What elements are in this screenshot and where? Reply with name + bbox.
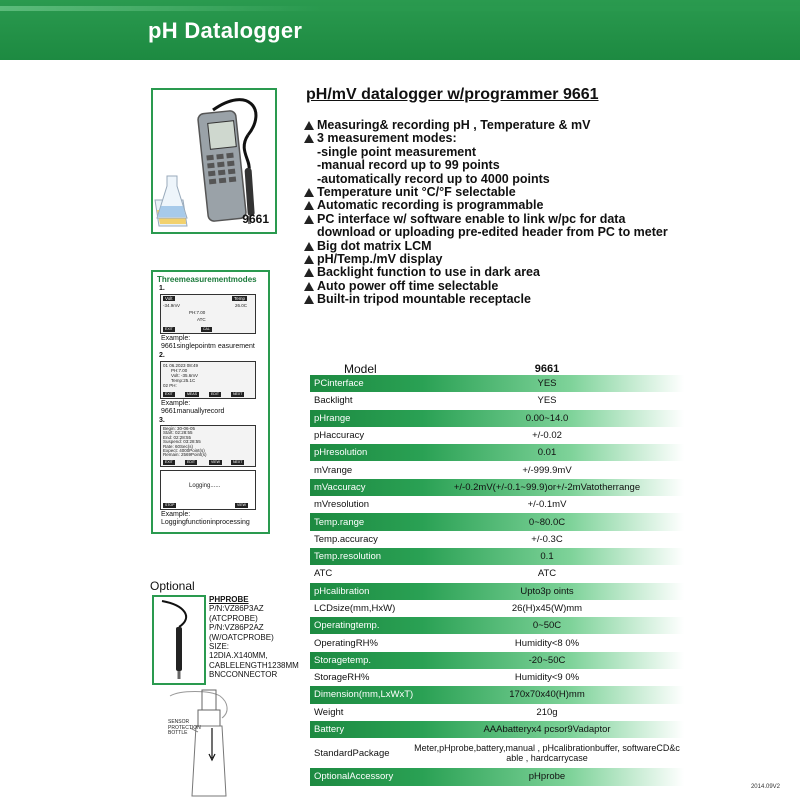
feature-item bbox=[302, 240, 672, 253]
feature-text: -single point measurement bbox=[317, 144, 477, 159]
spec-row bbox=[310, 375, 684, 392]
header-banner bbox=[0, 0, 800, 60]
feature-text: Automatic recording is programmable bbox=[317, 198, 544, 213]
lcd-value: Rate: 60Sec(s) bbox=[163, 443, 194, 449]
lcd-softkey: MEAS bbox=[187, 392, 197, 396]
example-label: Example: bbox=[161, 335, 191, 342]
measurement-modes-panel bbox=[151, 270, 270, 534]
example-label: Example: bbox=[161, 400, 191, 407]
modes-title: Threemeasurementmodes bbox=[157, 275, 257, 284]
mode-2-example bbox=[161, 400, 224, 416]
feature-text: 3 measurement modes: bbox=[317, 131, 457, 146]
spec-value: 0.1 bbox=[540, 551, 554, 563]
mode-2-lcd bbox=[160, 361, 256, 399]
spec-value: ATC bbox=[537, 568, 557, 580]
spec-key: OperatingRH% bbox=[314, 637, 378, 649]
spec-row bbox=[310, 704, 684, 721]
spec-row bbox=[310, 531, 684, 548]
example-label: Example: bbox=[161, 511, 191, 518]
spec-header-key: Model bbox=[344, 361, 377, 376]
spec-row bbox=[310, 513, 684, 530]
bullet-triangle-icon bbox=[304, 295, 314, 304]
spec-key: pHcalibration bbox=[314, 585, 370, 597]
spec-key: Temp.range bbox=[314, 516, 365, 528]
spec-row bbox=[310, 479, 684, 496]
bullet-triangle-icon bbox=[304, 268, 314, 277]
feature-list bbox=[302, 119, 672, 307]
probe-illustration bbox=[154, 597, 204, 683]
mode-2-number: 2. bbox=[159, 352, 165, 359]
product-title: pH/mV datalogger w/programmer 9661 bbox=[306, 86, 599, 103]
spec-key: StandardPackage bbox=[314, 747, 390, 759]
spec-value: +/-0.2mV(+/-0.1~99.9)or+/-2mVatotherrange bbox=[453, 481, 641, 493]
spec-value: 170x70x40(H)mm bbox=[509, 689, 585, 701]
lcd-logging-text: Logging...... bbox=[189, 483, 221, 489]
spec-key: pHaccuracy bbox=[314, 430, 365, 442]
spec-value: +/-999.9mV bbox=[522, 464, 572, 476]
spec-row bbox=[310, 583, 684, 600]
spec-value: Humidity<8 0% bbox=[514, 637, 580, 649]
mode-1-number: 1. bbox=[159, 285, 165, 292]
spec-key: pHresolution bbox=[314, 447, 368, 459]
bullet-triangle-icon bbox=[304, 188, 314, 197]
lcd-softkey: EXIT bbox=[165, 392, 173, 396]
spec-value: Humidity<9 0% bbox=[514, 672, 580, 684]
spec-header-row bbox=[310, 362, 684, 375]
lcd-softkey: EXIT bbox=[165, 460, 173, 464]
spec-value: 0.01 bbox=[537, 447, 557, 459]
lcd-value: PH:7.00 bbox=[171, 368, 188, 373]
spec-row bbox=[310, 738, 684, 768]
mode-3-number: 3. bbox=[159, 417, 165, 424]
lcd-softkey: VIEW bbox=[211, 460, 220, 464]
lcd-value: -34.9mV bbox=[163, 303, 181, 308]
feature-text: Built-in tripod mountable receptacle bbox=[317, 292, 531, 307]
feature-item bbox=[302, 132, 672, 145]
page-title: pH Datalogger bbox=[148, 18, 303, 43]
spec-row bbox=[310, 496, 684, 513]
spec-value: 0.00~14.0 bbox=[525, 412, 569, 424]
probe-spec-line: SIZE: bbox=[209, 642, 230, 652]
spec-value: 26(H)x45(W)mm bbox=[511, 603, 583, 614]
lcd-softkey: EXIT bbox=[165, 327, 173, 331]
lcd-value: Start: 02:28:55 bbox=[163, 430, 193, 436]
probe-spec-line: P/N:VZ86P2AZ bbox=[209, 623, 264, 633]
lcd-softkey: NEXT bbox=[233, 392, 243, 396]
spec-key: mVresolution bbox=[314, 499, 370, 511]
lcd-value: Expect: 4000Point(s) bbox=[163, 448, 205, 454]
probe-spec-line: (ATCPROBE) bbox=[209, 613, 258, 623]
spec-value: 0~80.0C bbox=[528, 516, 566, 528]
spec-value: AAAbatteryx4 pcsor9Vadaptor bbox=[483, 724, 611, 736]
spec-value: +/-0.3C bbox=[531, 533, 563, 545]
lcd-softkey: EDIT bbox=[211, 392, 219, 396]
lcd-value: Remain: 2569Point(s) bbox=[163, 452, 207, 458]
probe-spec-line: PHPROBE bbox=[209, 595, 249, 604]
probe-spec-line: CABLELENGTH1238MM bbox=[209, 660, 299, 670]
spec-value: +/-0.1mV bbox=[527, 499, 567, 511]
bullet-triangle-icon bbox=[304, 121, 314, 130]
lcd-softkey: NEXT bbox=[233, 460, 243, 464]
spec-value: -20~50C bbox=[528, 654, 566, 666]
mode-1-example bbox=[161, 335, 255, 351]
spec-value: YES bbox=[537, 378, 557, 390]
feature-text: Measuring& recording pH , Temperature & mV bbox=[317, 118, 591, 132]
spec-row bbox=[310, 721, 684, 738]
lcd-value: ATC bbox=[197, 317, 206, 322]
spec-row bbox=[310, 444, 684, 461]
spec-row bbox=[310, 410, 684, 427]
sensor-protection-label bbox=[168, 720, 201, 737]
spec-key: Dimension(mm,LxWxT) bbox=[314, 689, 414, 701]
spec-row bbox=[310, 634, 684, 651]
feature-item bbox=[302, 119, 672, 132]
spec-key: Temp.accuracy bbox=[314, 533, 378, 545]
sensor-label-line: BOTTLE bbox=[168, 730, 188, 736]
spec-key: PCinterface bbox=[314, 378, 364, 390]
spec-key: Operatingtemp. bbox=[314, 620, 380, 632]
example-text: 9661singlepointm easurement bbox=[161, 343, 255, 350]
spec-row bbox=[310, 686, 684, 703]
spec-key: Weight bbox=[314, 706, 344, 718]
spec-row bbox=[310, 617, 684, 634]
mode-3-logging-lcd bbox=[160, 470, 256, 510]
lcd-value: End: 02:28:55 bbox=[163, 434, 192, 440]
spec-key: mVrange bbox=[314, 464, 353, 476]
feature-text: Big dot matrix LCM bbox=[317, 238, 432, 253]
banner-stripe bbox=[0, 6, 800, 11]
spec-value: Upto3p oints bbox=[520, 585, 574, 597]
feature-text: pH/Temp./mV display bbox=[317, 252, 443, 267]
footer-code: 2014.09V2 bbox=[750, 784, 780, 790]
lcd-label: Volt bbox=[165, 296, 173, 301]
bullet-triangle-icon bbox=[304, 255, 314, 264]
spec-row bbox=[310, 669, 684, 686]
spec-value: +/-0.02 bbox=[532, 430, 562, 442]
lcd-softkey: VIEW bbox=[237, 503, 246, 507]
spec-row bbox=[310, 600, 684, 617]
spec-row bbox=[310, 768, 684, 785]
product-photo bbox=[151, 88, 277, 234]
lcd-value: PH:7.00 bbox=[189, 310, 206, 315]
bullet-triangle-icon bbox=[304, 215, 314, 224]
feature-item bbox=[302, 213, 672, 240]
lcd-value: Temp:25.1C bbox=[171, 378, 196, 383]
spec-key: StorageRH% bbox=[314, 672, 370, 684]
bullet-triangle-icon bbox=[304, 242, 314, 251]
spec-key: Backlight bbox=[314, 395, 353, 407]
feature-item bbox=[302, 280, 672, 293]
spec-key: Storagetemp. bbox=[314, 654, 372, 666]
lcd-softkey: STOP bbox=[165, 503, 175, 507]
spec-value: Meter,pHprobe,battery,manual , pHcalibrationbuffer, softwareCD&c able , hardcarrycase bbox=[414, 743, 680, 764]
spec-row bbox=[310, 548, 684, 565]
feature-item bbox=[302, 293, 672, 306]
spec-value: YES bbox=[537, 395, 557, 407]
lcd-label: Temp bbox=[233, 296, 245, 301]
photo-model-label: 9661 bbox=[242, 212, 269, 226]
spec-key: mVaccuracy bbox=[314, 481, 366, 493]
lcd-value: 26.0C bbox=[234, 303, 247, 308]
optional-label: Optional bbox=[150, 579, 195, 593]
sensor-protection-bottle-drawing bbox=[150, 688, 250, 798]
lcd-value: 02 PH: bbox=[163, 383, 177, 388]
lcd-log-info bbox=[163, 427, 207, 458]
spec-key: LCDsize(mm,HxW) bbox=[314, 603, 396, 614]
feature-text: Temperature unit °C/°F selectable bbox=[317, 185, 516, 200]
datalogger-illustration bbox=[153, 90, 275, 232]
lcd-value: Begin: 30-06-05 bbox=[163, 426, 196, 431]
spec-value: pHprobe bbox=[528, 771, 566, 783]
spec-row bbox=[310, 652, 684, 669]
feature-text: PC interface w/ software enable to link w/pc for data download or uploading pre-edited header from PC to meter bbox=[317, 211, 668, 240]
feature-item bbox=[302, 159, 672, 172]
lcd-value: 01 06.2023 08:49 bbox=[163, 363, 199, 368]
feature-item bbox=[302, 199, 672, 212]
sensor-label-line: PROTECTION bbox=[168, 724, 201, 731]
spec-row bbox=[310, 427, 684, 444]
probe-photo bbox=[152, 595, 206, 685]
probe-spec-line: 12DIA.X140MM, bbox=[209, 651, 268, 661]
sensor-label-line: SENSOR bbox=[168, 719, 190, 725]
spec-value: 0~50C bbox=[532, 620, 562, 632]
lcd-value: Suspend: 03:28:55 bbox=[163, 439, 201, 445]
lcd-value: Volt: -35.6mV bbox=[171, 373, 199, 378]
example-text: Loggingfunctioninprocessing bbox=[161, 519, 250, 526]
spec-table bbox=[310, 362, 684, 786]
probe-specs bbox=[209, 595, 299, 680]
lcd-softkey: CAL bbox=[203, 327, 210, 331]
feature-item bbox=[302, 253, 672, 266]
mode-3-lcd bbox=[160, 425, 256, 467]
probe-spec-line: P/N:VZ86P3AZ bbox=[209, 604, 264, 614]
probe-spec-line: (W/OATCPROBE) bbox=[209, 632, 274, 642]
bullet-triangle-icon bbox=[304, 134, 314, 143]
spec-row bbox=[310, 392, 684, 409]
feature-text: Auto power off time selectable bbox=[317, 278, 499, 293]
spec-row bbox=[310, 461, 684, 478]
spec-key: Battery bbox=[314, 724, 345, 736]
feature-item bbox=[302, 266, 672, 279]
spec-header-value: 9661 bbox=[534, 362, 560, 375]
feature-text: -automatically record up to 4000 points bbox=[317, 171, 550, 186]
mode-1-lcd bbox=[160, 294, 256, 334]
mode-3-example bbox=[161, 511, 250, 527]
spec-key: Temp.resolution bbox=[314, 551, 382, 563]
feature-item bbox=[302, 186, 672, 199]
feature-item bbox=[302, 146, 672, 159]
bullet-triangle-icon bbox=[304, 282, 314, 291]
feature-text: Backlight function to use in dark area bbox=[317, 265, 540, 280]
spec-value: 210g bbox=[536, 706, 558, 718]
probe-spec-line: BNCCONNECTOR bbox=[209, 670, 278, 680]
feature-item bbox=[302, 173, 672, 186]
spec-row bbox=[310, 565, 684, 582]
spec-key: ATC bbox=[314, 568, 333, 580]
spec-key: pHrange bbox=[314, 412, 351, 424]
feature-text: -manual record up to 99 points bbox=[317, 158, 500, 173]
spec-key: OptionalAccessory bbox=[314, 771, 394, 783]
example-text: 9661manuallyrecord bbox=[161, 408, 225, 415]
bullet-triangle-icon bbox=[304, 201, 314, 210]
lcd-softkey: EDIT bbox=[187, 460, 195, 464]
